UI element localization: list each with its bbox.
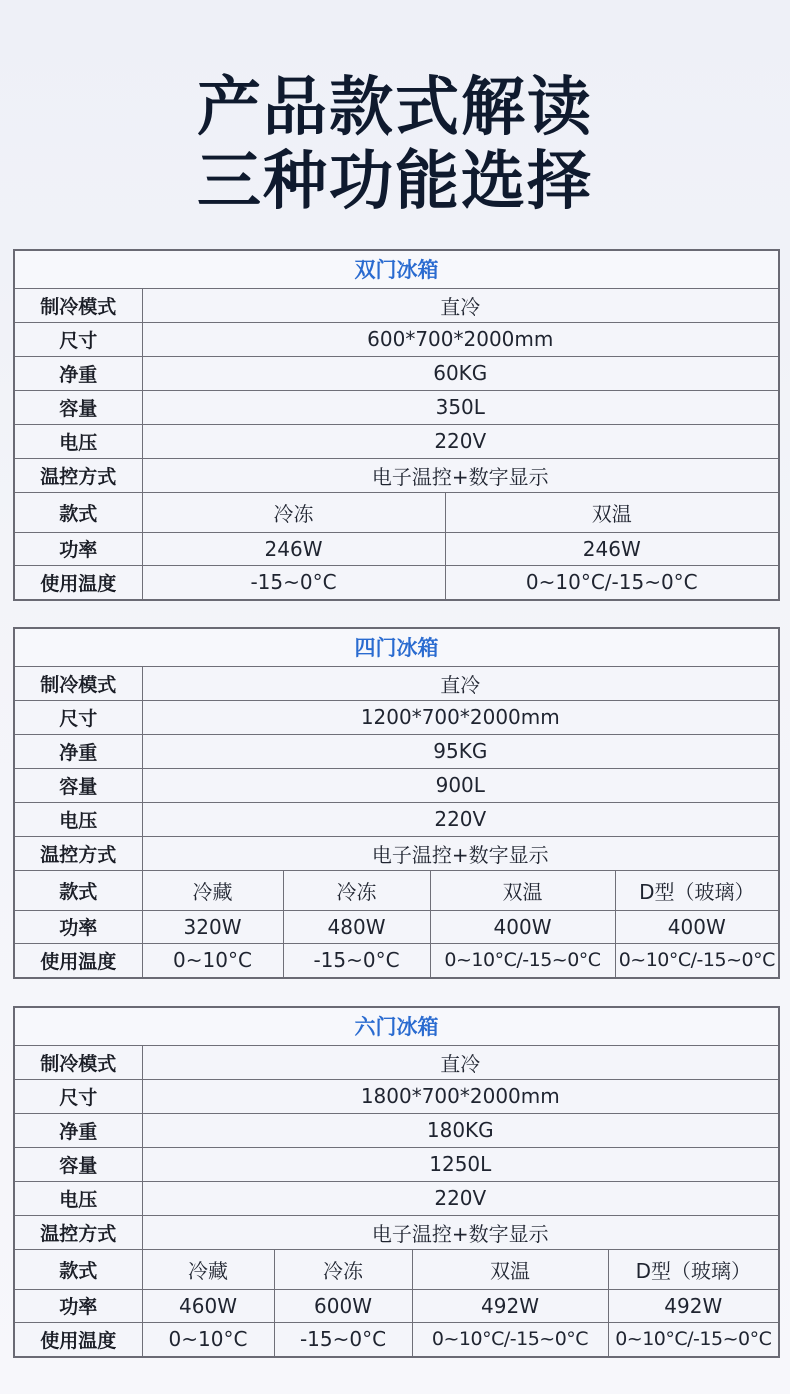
value-size: 1800*700*2000mm — [142, 1079, 779, 1113]
label-style: 款式 — [14, 1249, 142, 1289]
value-use-temp: 0~10°C/-15~0°C — [445, 565, 779, 600]
value-cooling-mode: 直冷 — [142, 288, 779, 322]
headline-line-2: 三种功能选择 — [197, 145, 593, 219]
label-cooling-mode: 制冷模式 — [14, 666, 142, 700]
label-net-weight: 净重 — [14, 734, 142, 768]
label-size: 尺寸 — [14, 700, 142, 734]
value-size: 1200*700*2000mm — [142, 700, 779, 734]
value-style: 双温 — [430, 870, 615, 910]
value-power: 320W — [142, 910, 283, 943]
value-style: 双温 — [412, 1249, 608, 1289]
label-style: 款式 — [14, 870, 142, 910]
value-temp-control: 电子温控+数字显示 — [142, 1215, 779, 1249]
label-cooling-mode: 制冷模式 — [14, 288, 142, 322]
label-voltage: 电压 — [14, 424, 142, 458]
value-style: 冷藏 — [142, 1249, 274, 1289]
label-use-temp: 使用温度 — [14, 565, 142, 600]
value-style: 冷冻 — [142, 492, 445, 532]
value-power: 400W — [615, 910, 779, 943]
value-temp-control: 电子温控+数字显示 — [142, 458, 779, 492]
value-net-weight: 60KG — [142, 356, 779, 390]
table-title: 双门冰箱 — [14, 250, 779, 288]
value-style: 冷冻 — [274, 1249, 412, 1289]
value-use-temp: 0~10°C — [142, 943, 283, 978]
label-style: 款式 — [14, 492, 142, 532]
label-temp-control: 温控方式 — [14, 836, 142, 870]
label-voltage: 电压 — [14, 802, 142, 836]
label-temp-control: 温控方式 — [14, 458, 142, 492]
value-capacity: 350L — [142, 390, 779, 424]
value-power: 480W — [283, 910, 430, 943]
table-title: 六门冰箱 — [14, 1007, 779, 1045]
value-temp-control: 电子温控+数字显示 — [142, 836, 779, 870]
value-cooling-mode: 直冷 — [142, 666, 779, 700]
headline-line-1: 产品款式解读 — [197, 71, 593, 145]
value-size: 600*700*2000mm — [142, 322, 779, 356]
value-use-temp: 0~10°C/-15~0°C — [430, 943, 615, 978]
spec-table-four-door — [13, 627, 780, 979]
label-net-weight: 净重 — [14, 356, 142, 390]
value-voltage: 220V — [142, 1181, 779, 1215]
spec-table-two-door — [13, 249, 780, 601]
label-temp-control: 温控方式 — [14, 1215, 142, 1249]
value-style: 双温 — [445, 492, 779, 532]
label-size: 尺寸 — [14, 322, 142, 356]
value-capacity: 1250L — [142, 1147, 779, 1181]
value-style: 冷冻 — [283, 870, 430, 910]
label-cooling-mode: 制冷模式 — [14, 1045, 142, 1079]
label-capacity: 容量 — [14, 768, 142, 802]
value-style: 冷藏 — [142, 870, 283, 910]
value-use-temp: 0~10°C — [142, 1322, 274, 1357]
value-power: 400W — [430, 910, 615, 943]
value-use-temp: 0~10°C/-15~0°C — [412, 1322, 608, 1357]
value-voltage: 220V — [142, 424, 779, 458]
value-voltage: 220V — [142, 802, 779, 836]
label-power: 功率 — [14, 1289, 142, 1322]
table-title: 四门冰箱 — [14, 628, 779, 666]
label-power: 功率 — [14, 910, 142, 943]
value-use-temp: 0~10°C/-15~0°C — [615, 943, 779, 978]
label-voltage: 电压 — [14, 1181, 142, 1215]
label-power: 功率 — [14, 532, 142, 565]
value-use-temp: 0~10°C/-15~0°C — [608, 1322, 779, 1357]
value-use-temp: -15~0°C — [274, 1322, 412, 1357]
value-power: 492W — [412, 1289, 608, 1322]
value-power: 460W — [142, 1289, 274, 1322]
spec-table-six-door — [13, 1006, 780, 1358]
value-power: 246W — [445, 532, 779, 565]
label-use-temp: 使用温度 — [14, 943, 142, 978]
label-capacity: 容量 — [14, 1147, 142, 1181]
label-capacity: 容量 — [14, 390, 142, 424]
value-power: 600W — [274, 1289, 412, 1322]
value-net-weight: 95KG — [142, 734, 779, 768]
value-style: D型（玻璃） — [615, 870, 779, 910]
value-power: 492W — [608, 1289, 779, 1322]
value-use-temp: -15~0°C — [283, 943, 430, 978]
label-size: 尺寸 — [14, 1079, 142, 1113]
value-power: 246W — [142, 532, 445, 565]
label-net-weight: 净重 — [14, 1113, 142, 1147]
label-use-temp: 使用温度 — [14, 1322, 142, 1357]
value-cooling-mode: 直冷 — [142, 1045, 779, 1079]
value-style: D型（玻璃） — [608, 1249, 779, 1289]
value-capacity: 900L — [142, 768, 779, 802]
value-net-weight: 180KG — [142, 1113, 779, 1147]
value-use-temp: -15~0°C — [142, 565, 445, 600]
